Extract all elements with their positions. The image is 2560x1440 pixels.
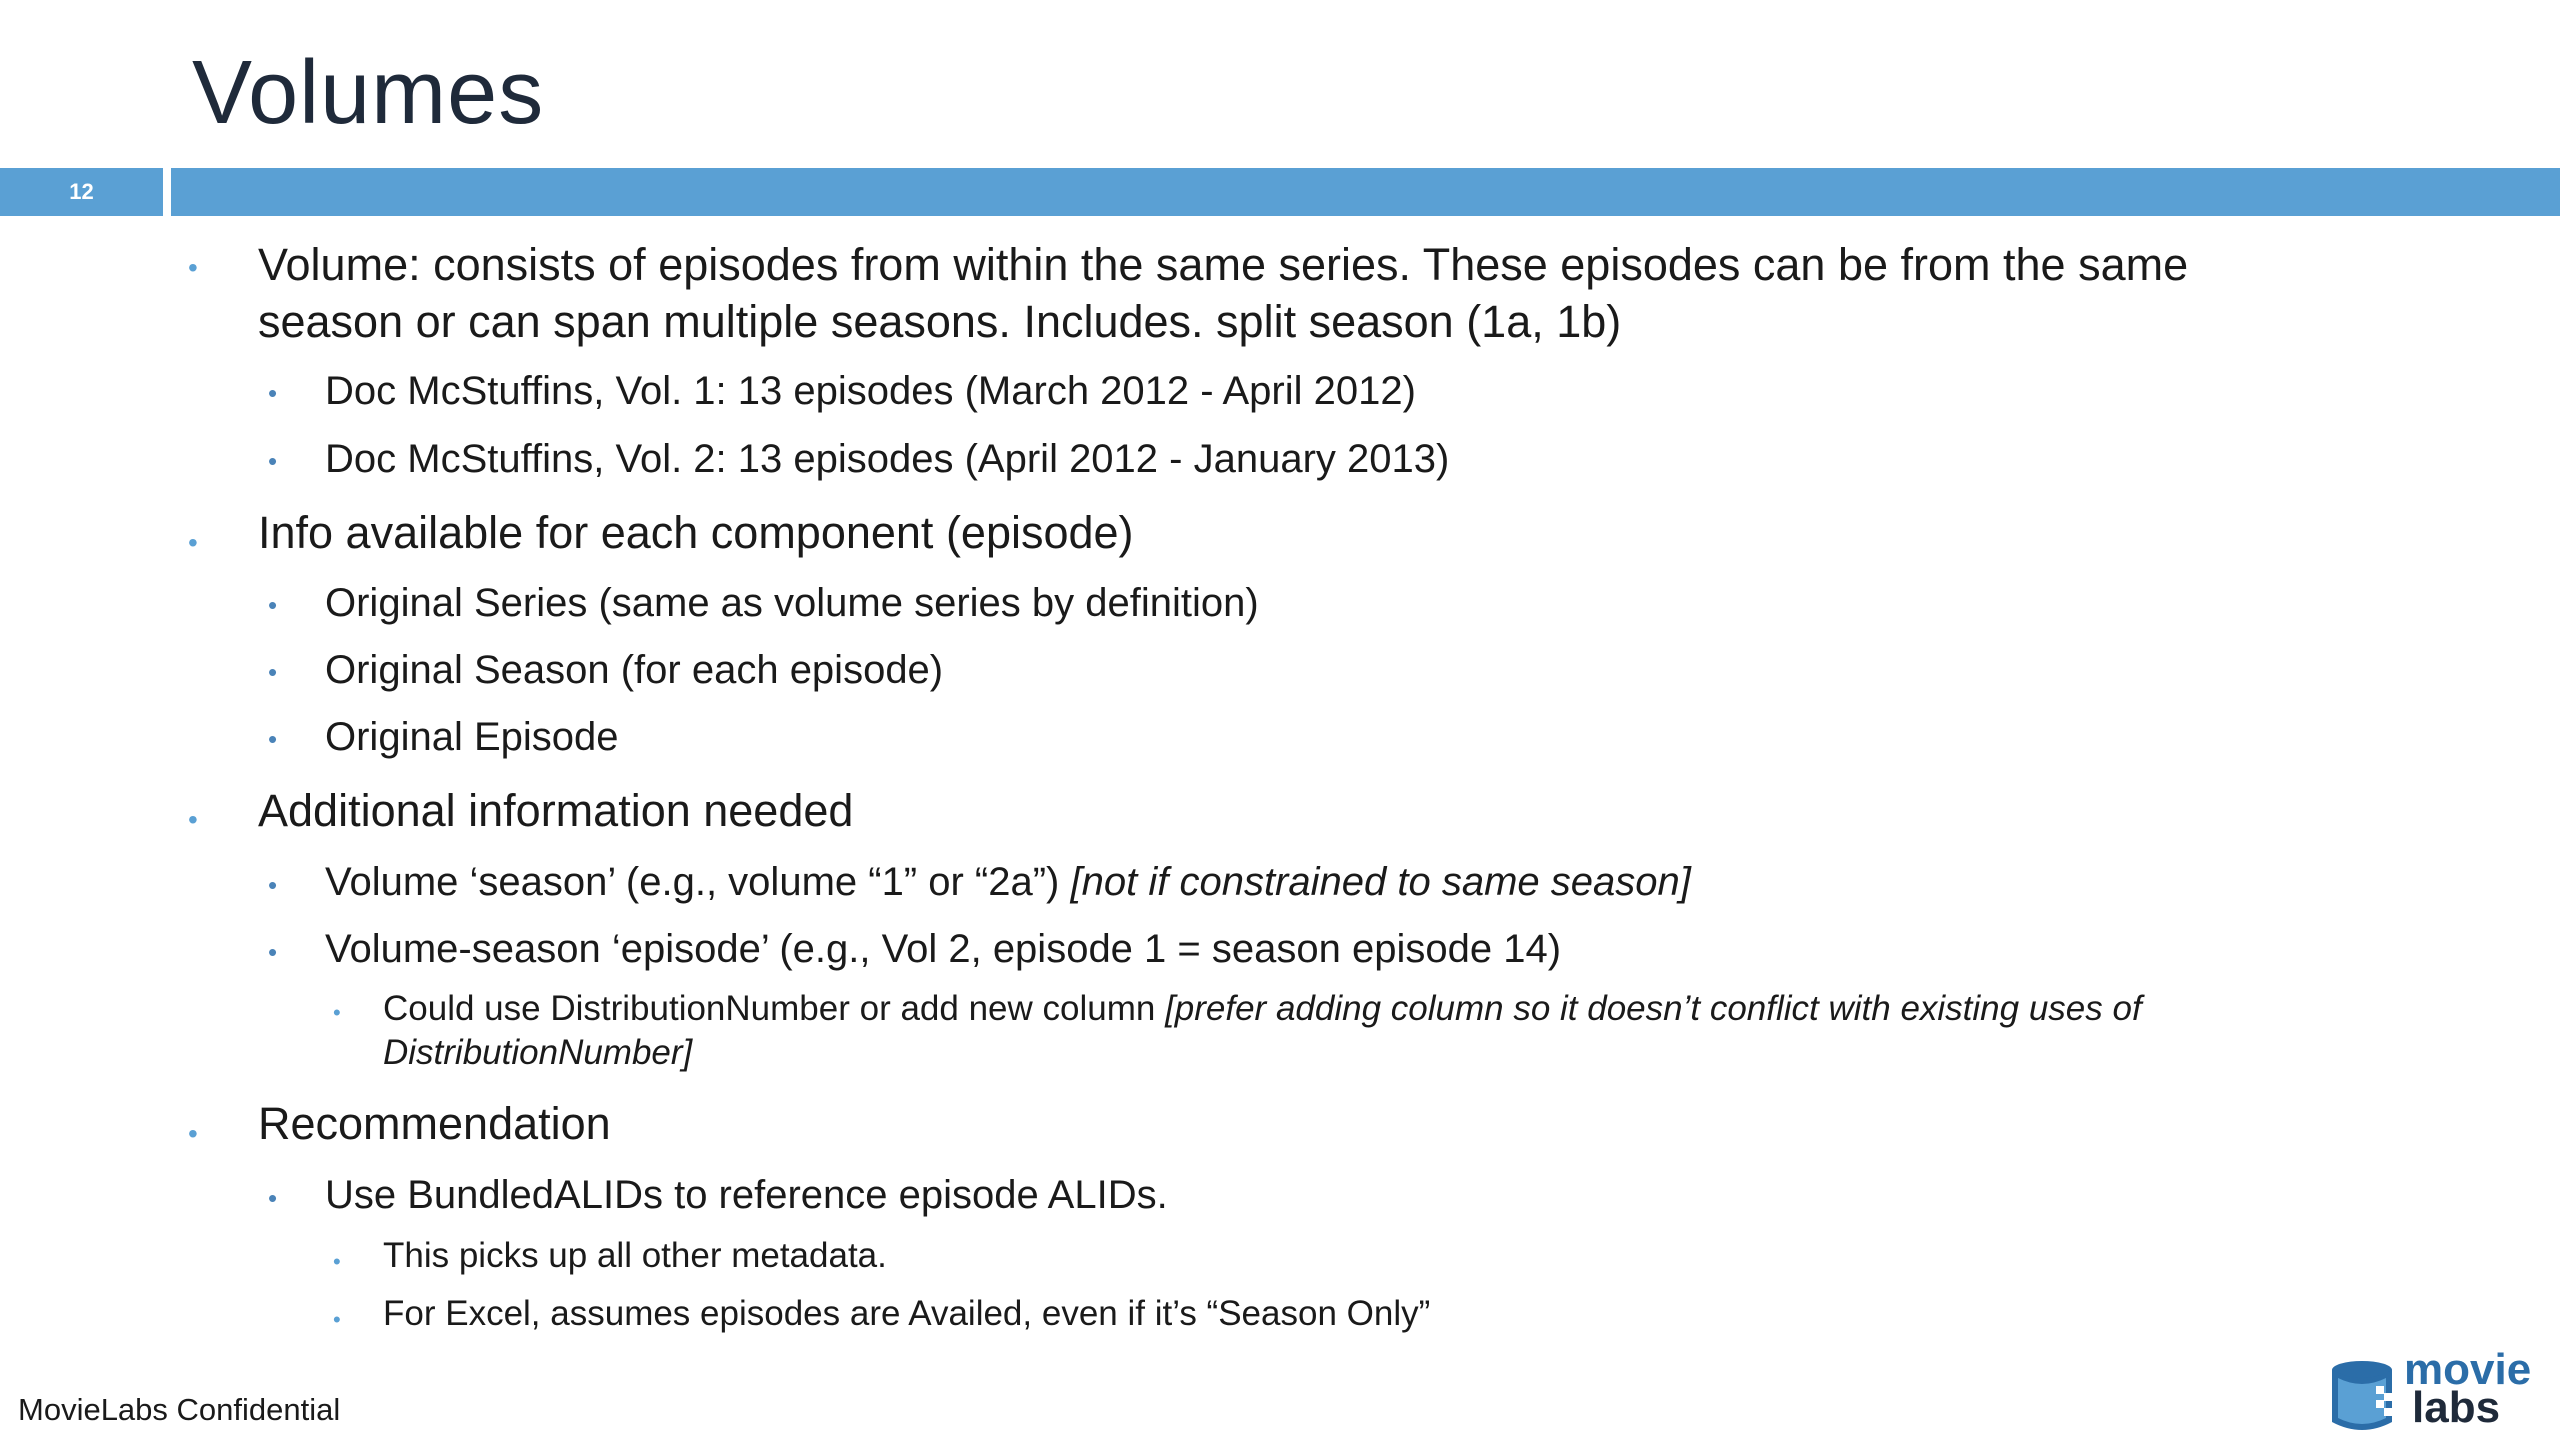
bullet-marker: • bbox=[333, 1307, 341, 1332]
bullet-level2: Use BundledALIDs to reference episode ALIDs. bbox=[325, 1173, 1168, 1217]
bullet-italic-note: [prefer adding column so it doesn’t conflict with existing uses of bbox=[1165, 989, 2142, 1028]
bullet-marker: • bbox=[268, 937, 278, 967]
bullet-level1: Volume: consists of episodes from within the same series. These episodes can be from the same bbox=[258, 239, 2189, 290]
bullet-level3: For Excel, assumes episodes are Availed, even if it’s “Season Only” bbox=[383, 1294, 1431, 1333]
movielabs-film-reel-icon bbox=[2328, 1356, 2408, 1436]
bullet-marker: • bbox=[188, 252, 198, 283]
slide-title: Volumes bbox=[192, 43, 545, 143]
bullet-level2: Original Season (for each episode) bbox=[325, 648, 944, 692]
bullet-level1: Additional information needed bbox=[258, 785, 854, 836]
bullet-marker: • bbox=[188, 527, 198, 558]
footer-confidential: MovieLabs Confidential bbox=[18, 1392, 341, 1427]
bullet-level2 bbox=[325, 857, 1691, 907]
bullet-level1: Info available for each component (episode) bbox=[258, 507, 1134, 558]
bullet-level2: Doc McStuffins, Vol. 1: 13 episodes (March 2012 - April 2012) bbox=[325, 369, 1416, 413]
bullet-marker: • bbox=[268, 378, 278, 408]
movielabs-logo bbox=[2328, 1345, 2553, 1435]
bullet-level3-continuation bbox=[383, 1031, 692, 1075]
logo-text-movie: movie bbox=[2404, 1345, 2532, 1394]
bullet-level3: This picks up all other metadata. bbox=[383, 1236, 887, 1275]
bullet-level1-continuation: season or can span multiple seasons. Includes. split season (1a, 1b) bbox=[258, 296, 1622, 347]
bullet-level3 bbox=[383, 987, 2142, 1031]
title-bar bbox=[171, 168, 2560, 216]
bullet-marker: • bbox=[188, 1118, 198, 1149]
logo-text-labs: labs bbox=[2412, 1383, 2501, 1432]
bullet-level2: Original Episode bbox=[325, 715, 619, 759]
bullet-marker: • bbox=[333, 1000, 341, 1025]
bullet-marker: • bbox=[188, 804, 198, 835]
bullet-marker: • bbox=[268, 590, 278, 620]
bullet-text: Could use DistributionNumber or add new column bbox=[383, 989, 1166, 1028]
bullet-marker: • bbox=[268, 657, 278, 687]
bullet-marker: • bbox=[333, 1249, 341, 1274]
bullet-marker: • bbox=[268, 446, 278, 476]
bullet-text: Volume ‘season’ (e.g., volume “1” or “2a”) bbox=[325, 860, 1071, 904]
bullet-level2: Original Series (same as volume series by definition) bbox=[325, 581, 1259, 625]
bullet-marker: • bbox=[268, 724, 278, 754]
page-number: 12 bbox=[0, 168, 163, 216]
bullet-level1: Recommendation bbox=[258, 1098, 611, 1149]
bullet-marker: • bbox=[268, 1183, 278, 1213]
bullet-level2: Volume-season ‘episode’ (e.g., Vol 2, episode 1 = season episode 14) bbox=[325, 927, 1562, 971]
bullet-italic-note: DistributionNumber] bbox=[383, 1033, 693, 1072]
bullet-italic-note: [not if constrained to same season] bbox=[1070, 860, 1691, 904]
bullet-marker: • bbox=[268, 870, 278, 900]
bullet-level2: Doc McStuffins, Vol. 2: 13 episodes (April 2012 - January 2013) bbox=[325, 437, 1450, 481]
